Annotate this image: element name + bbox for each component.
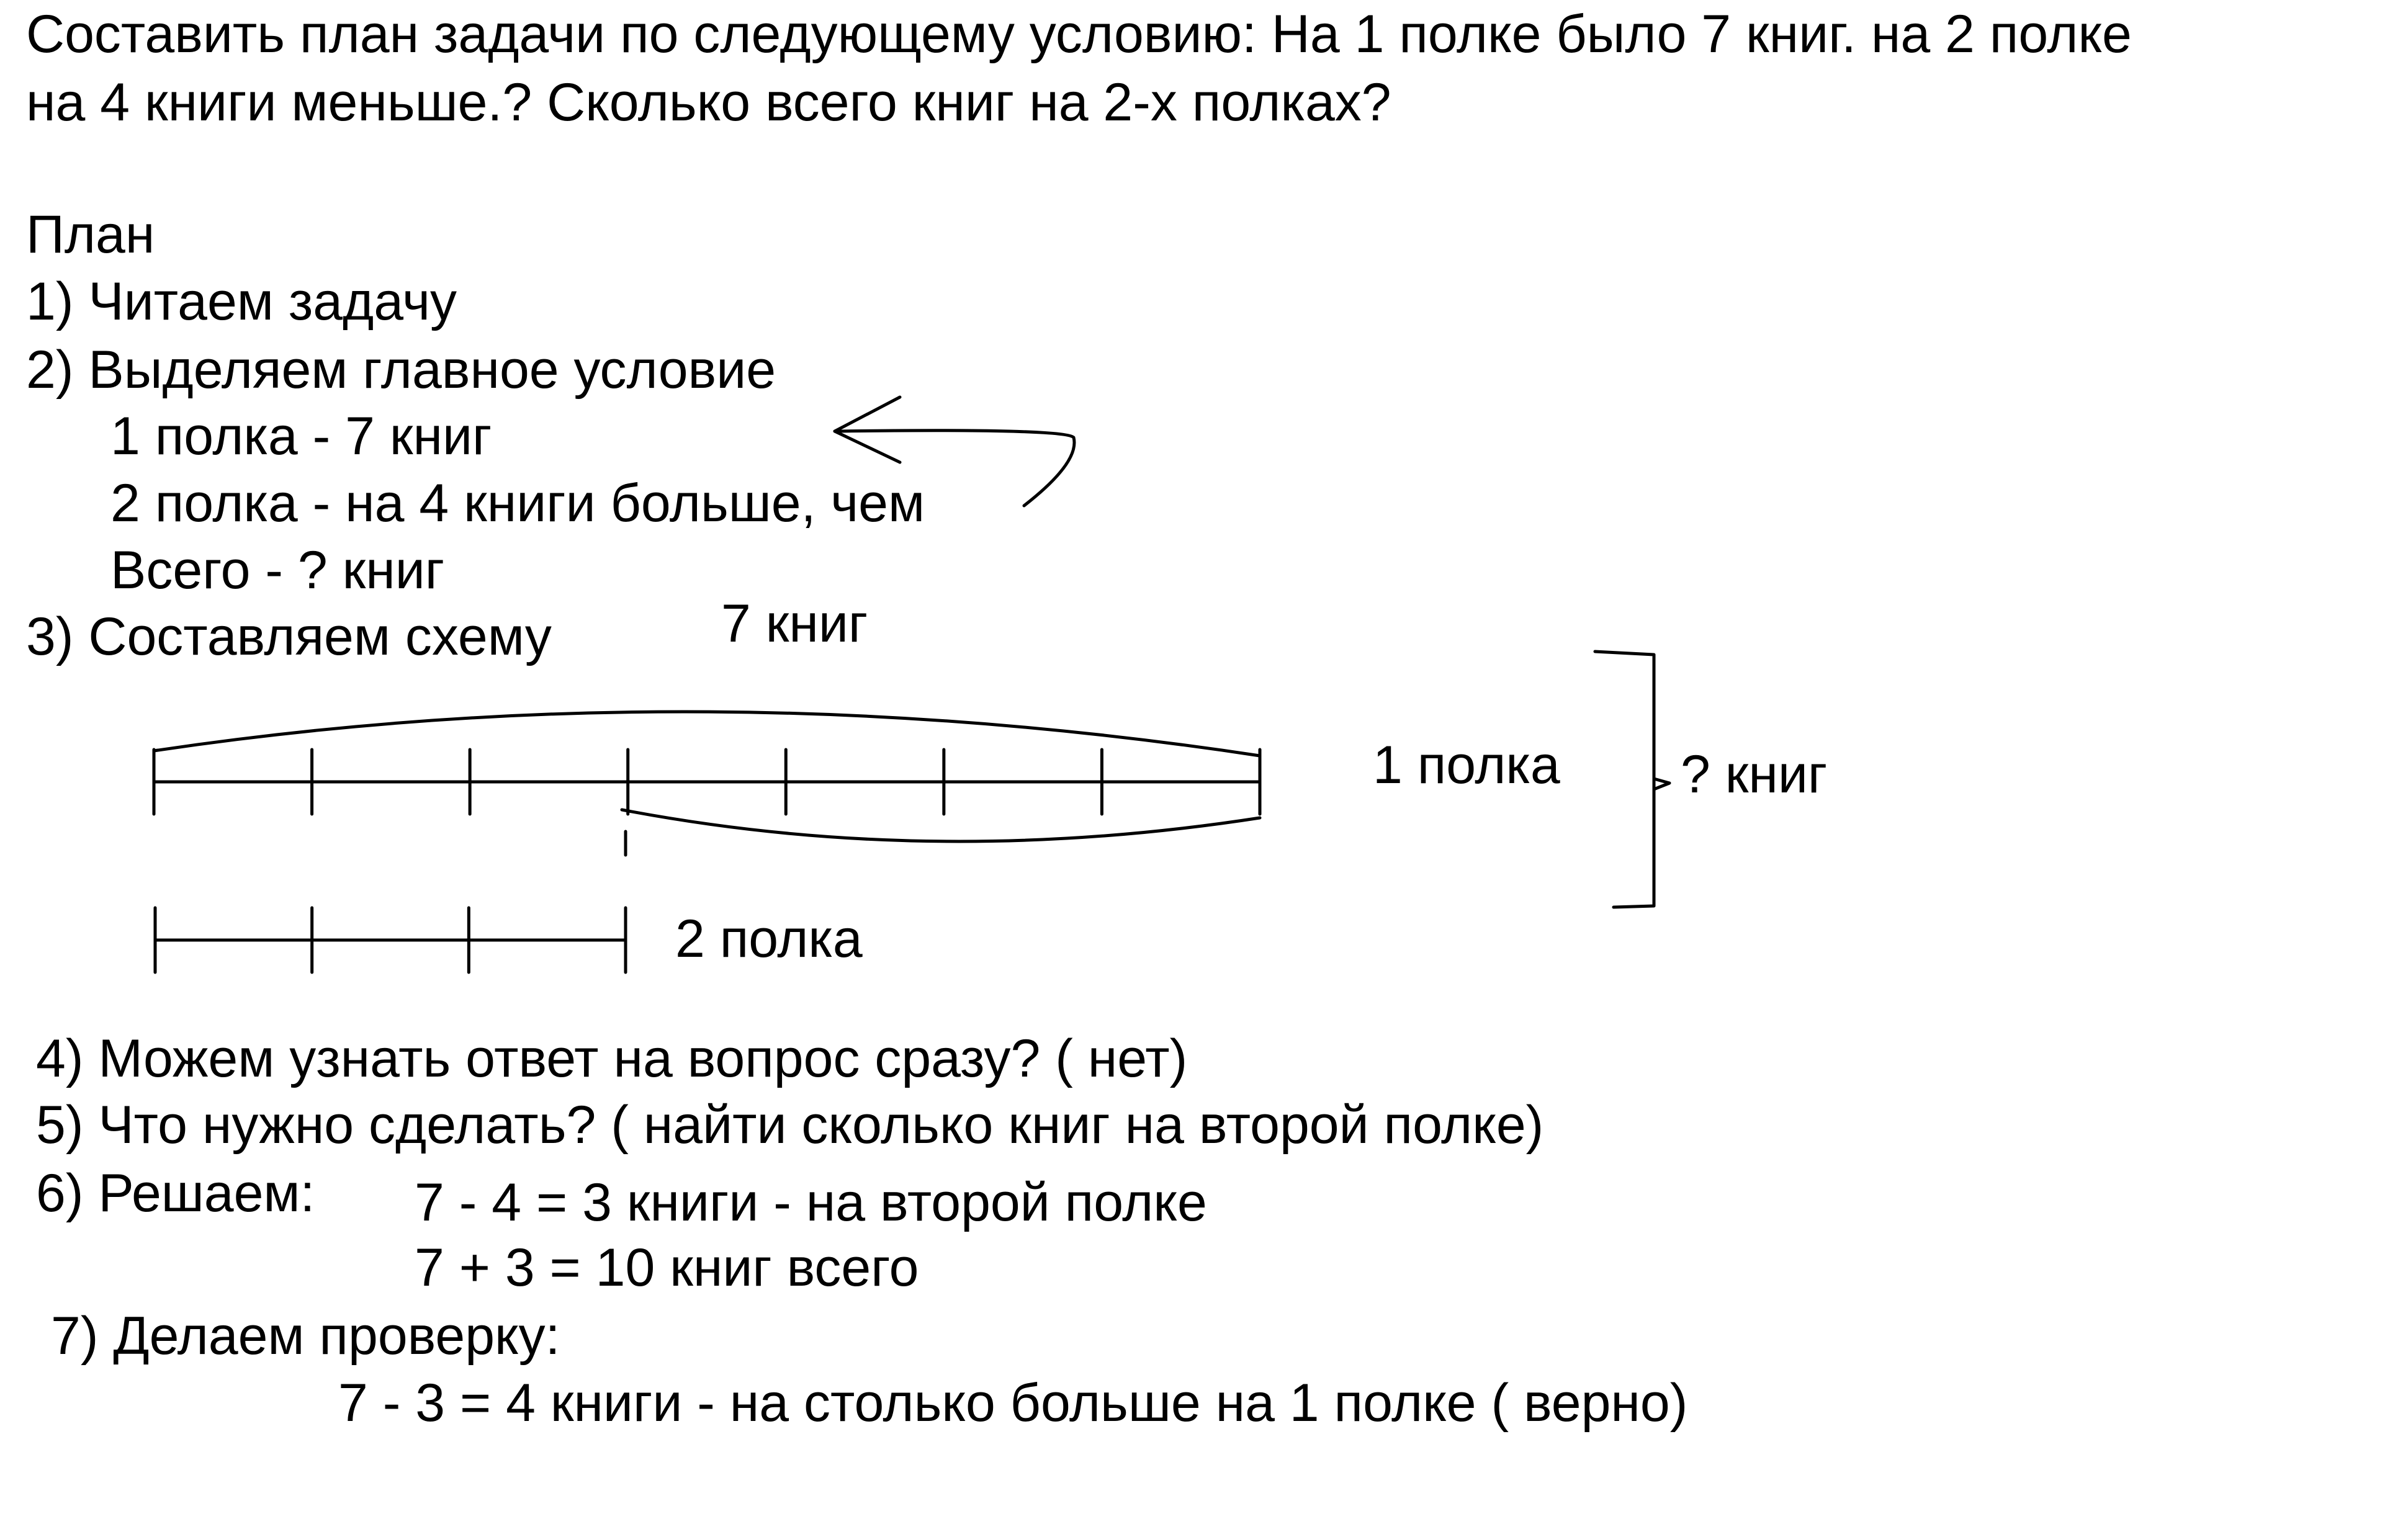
total-bracket-point bbox=[1654, 779, 1669, 789]
plan-step-2: 2) Выделяем главное условие bbox=[26, 340, 776, 400]
comparison-arrow bbox=[835, 431, 1074, 506]
top-brace-label: 7 книг bbox=[721, 594, 868, 653]
plan-step-3: 3) Составляем схему bbox=[26, 607, 552, 666]
total-label: ? книг bbox=[1681, 745, 1828, 804]
plan-step-5: 5) Что нужно сделать? ( найти сколько книг на второй полке) bbox=[36, 1095, 1544, 1155]
task-line-2: на 4 книги меньше.? Сколько всего книг на 2-х полках? bbox=[26, 73, 1391, 132]
task-line-1: Составить план задачи по следующему условию: На 1 полке было 7 книг. на 2 полке bbox=[26, 4, 2132, 64]
plan-title: План bbox=[26, 205, 155, 264]
condition-total: Всего - ? книг bbox=[110, 540, 445, 600]
shelf-1-label: 1 полка bbox=[1373, 735, 1560, 795]
plan-step-6: 6) Решаем: bbox=[36, 1163, 315, 1223]
total-bracket bbox=[1595, 652, 1654, 907]
condition-shelf-1: 1 полка - 7 книг bbox=[110, 406, 492, 466]
condition-shelf-2: 2 полка - на 4 книги больше, чем bbox=[110, 473, 925, 533]
check-equation: 7 - 3 = 4 книги - на столько больше на 1 полке ( верно) bbox=[338, 1373, 1688, 1433]
solution-eq-2: 7 + 3 = 10 книг всего bbox=[415, 1238, 919, 1297]
solution-eq-1: 7 - 4 = 3 книги - на второй полке bbox=[415, 1173, 1207, 1232]
plan-step-1: 1) Читаем задачу bbox=[26, 272, 457, 331]
shelf-1-top-brace bbox=[154, 712, 1260, 756]
difference-brace bbox=[622, 810, 1260, 841]
shelf-2-label: 2 полка bbox=[675, 909, 863, 969]
plan-step-7: 7) Делаем проверку: bbox=[51, 1306, 560, 1366]
plan-step-4: 4) Можем узнать ответ на вопрос сразу? ( нет) bbox=[36, 1029, 1188, 1088]
